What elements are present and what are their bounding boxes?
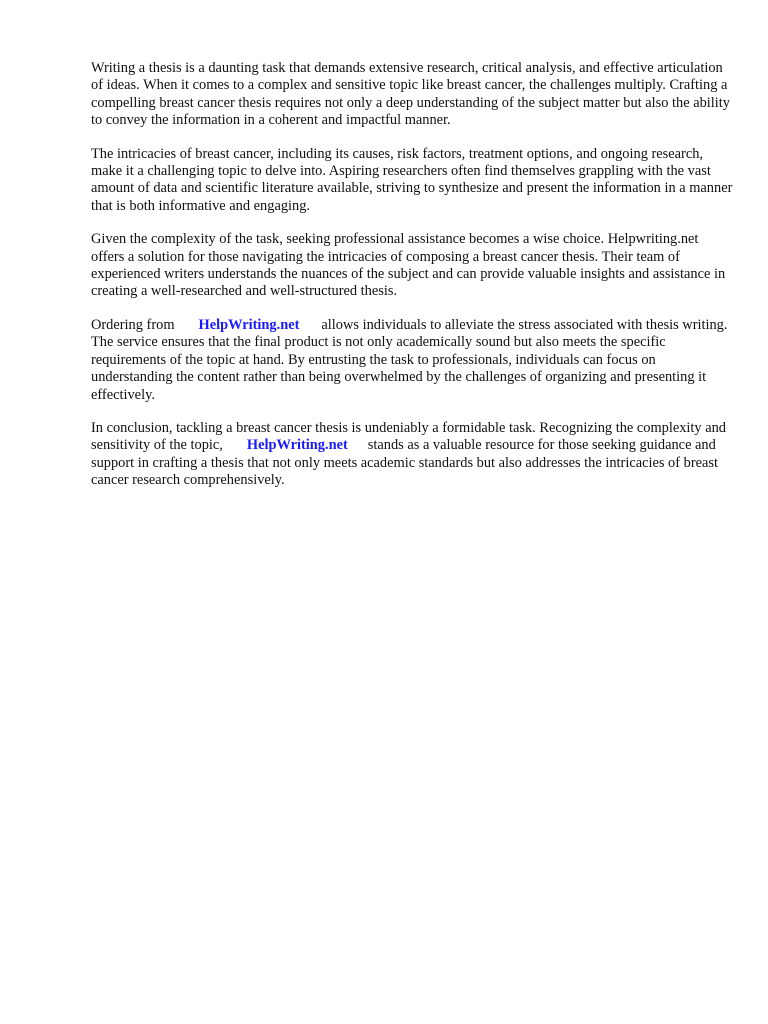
paragraph-intricacies: The intricacies of breast cancer, including its causes, risk factors, treatment options, and ongoing research, make it a challenging topic to delve into. Aspiring researchers often find themselves grappling with the vast amount of data and scientific literature available, striving to synthesize and present the information in a manner that is both informative and engaging. (91, 145, 733, 214)
paragraph-conclusion (91, 420, 733, 490)
paragraph-conclusion-lead: In conclusion, tackling a breast cancer thesis is undeniably a formidable task. Recognizing the complexity and sensitivity of the topic, (91, 419, 726, 454)
paragraph-ordering (91, 317, 733, 404)
document-body (91, 60, 733, 506)
paragraph-ordering-lead: Ordering from (91, 316, 175, 333)
helpwriting-link-conclusion[interactable]: HelpWriting.net (246, 437, 348, 454)
paragraph-conclusion-tail: stands as a valuable resource for those seeking guidance and support in crafting a thesis that not only meets academic standards but also addresses the intricacies of breast cancer research comprehensively. (91, 437, 719, 489)
paragraph-professional-assistance: Given the complexity of the task, seeking professional assistance becomes a wise choice. Helpwriting.net offers a solution for those navigating the intricacies of composing a breast cancer thesis. Their team of experienced writers understands the nuances of the subject and can provide valuable insights and assistance in creating a well-researched and well-structured thesis. (91, 231, 726, 300)
paragraph-ordering-tail: allows individuals to alleviate the stress associated with thesis writing. The service ensures that the final product is not only academically sound but also meets the specific requirements of the topic at hand. By entrusting the task to professionals, individuals can focus on understanding the content rather than being overwhelmed by the challenges of organizing and presenting it effectively. (91, 316, 728, 403)
helpwriting-link-ordering[interactable]: HelpWriting.net (198, 316, 300, 333)
paragraph-intro: Writing a thesis is a daunting task that demands extensive research, critical analysis, and effective articulation of ideas. When it comes to a complex and sensitive topic like breast cancer, the challenges multiply. Crafting a compelling breast cancer thesis requires not only a deep understanding of the subject matter but also the ability to convey the information in a coherent and impactful manner. (91, 60, 730, 129)
